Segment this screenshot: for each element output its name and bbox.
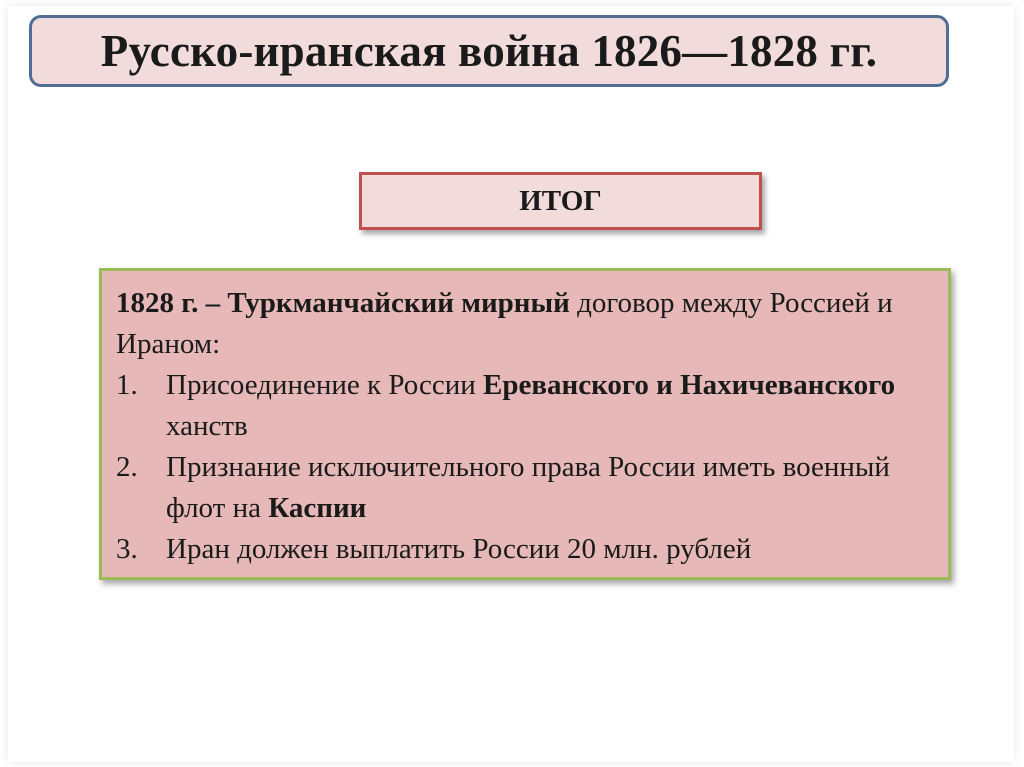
list-item <box>116 447 934 529</box>
list-item-text <box>166 529 934 570</box>
result-label: ИТОГ <box>519 184 602 217</box>
list-item <box>116 365 934 447</box>
list-item-number: 2. <box>116 451 138 483</box>
text-part: Присоединение к России <box>166 369 484 401</box>
list-item-number: 3. <box>116 533 138 565</box>
list-item-text <box>166 447 934 529</box>
text-part-bold: Каспии <box>268 492 367 524</box>
treaty-intro-text: договор между Россией и Ираном: <box>116 287 893 360</box>
list-item <box>116 529 934 570</box>
title-box <box>29 15 949 87</box>
text-part: ханств <box>166 410 248 442</box>
treaty-intro <box>116 283 934 365</box>
treaty-intro-bold: 1828 г. – Туркманчайский мирный <box>116 287 570 319</box>
list-item-number: 1. <box>116 369 138 401</box>
slide-title: Русско-иранская война 1826—1828 гг. <box>100 26 878 76</box>
list-item-text <box>166 365 934 447</box>
text-part-bold: Ереванского и Нахичеванского <box>483 369 896 401</box>
result-label-box <box>359 172 762 230</box>
text-part: Иран должен выплатить России 20 млн. рублей <box>166 533 752 565</box>
text-part: Признание исключительного права России иметь военный флот на <box>166 451 890 524</box>
treaty-terms-list <box>116 365 934 570</box>
treaty-content-box <box>99 268 951 580</box>
